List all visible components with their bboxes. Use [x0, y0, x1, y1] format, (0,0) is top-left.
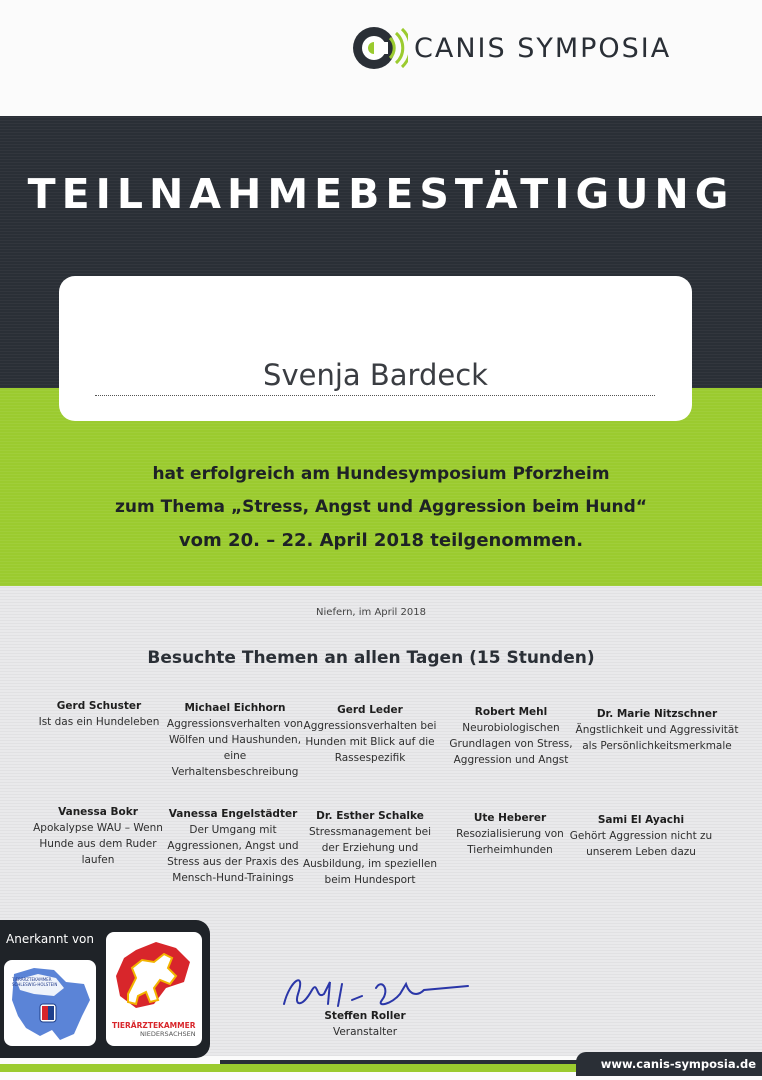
certificate-title: TEILNAHMEBESTÄTIGUNG — [27, 170, 735, 218]
speaker-name: Gerd Schuster — [56, 700, 142, 712]
speaker-name: Ute Heberer — [473, 812, 547, 824]
participation-statement — [0, 458, 762, 557]
speaker-topic: Aggressionsverhalten bei Hunden mit Blick auf die Rassespezifik — [303, 720, 437, 764]
speaker-item — [440, 810, 580, 858]
topics-heading: Besuchte Themen an allen Tagen (15 Stunden) — [147, 648, 595, 668]
tieraerztekammer-sh-seal — [4, 960, 96, 1046]
horse-emblem-icon — [106, 932, 202, 1022]
speaker-item — [300, 702, 440, 766]
speaker-item — [440, 704, 582, 768]
speaker-item — [574, 706, 740, 754]
speaker-name: Dr. Marie Nitzschner — [596, 708, 718, 720]
organizer-role: Veranstalter — [332, 1026, 398, 1038]
statement-line-2: zum Thema „Stress, Angst und Aggression beim Hund“ — [114, 497, 648, 517]
schleswig-holstein-map-icon — [4, 960, 96, 1046]
statement-line-3: vom 20. – 22. April 2018 teilgenommen. — [178, 530, 584, 551]
speaker-name: Vanessa Engelstädter — [168, 808, 298, 820]
name-dotted-line — [95, 395, 655, 396]
speaker-item — [24, 698, 174, 730]
statement-line-1: hat erfolgreich am Hundesymposium Pforzheim — [152, 464, 610, 484]
speaker-topic: Stressmanagement bei der Erziehung und Ausbildung, im speziellen beim Hundesport — [302, 826, 438, 886]
website-link[interactable]: www.canis-symposia.de — [600, 1057, 756, 1071]
participant-name: Svenja Bardeck — [263, 358, 488, 392]
brand-name: CANIS SYMPOSIA — [414, 32, 672, 64]
speaker-name: Michael Eichhorn — [184, 702, 286, 714]
speaker-name: Robert Mehl — [474, 706, 548, 718]
organizer-name: Steffen Roller — [324, 1010, 406, 1022]
tieraerztekammer-ns-seal — [106, 932, 202, 1046]
speaker-name: Vanessa Bokr — [58, 806, 138, 818]
seal2-title: TIERÄRZTEKAMMER — [112, 1021, 196, 1030]
canis-symposia-logo — [350, 22, 671, 74]
seal2-subtitle: NIEDERSACHSEN — [140, 1030, 196, 1038]
logo-icon — [350, 22, 408, 74]
seal1-text: TIERÄRZTEKAMMER SCHLESWIG-HOLSTEIN — [12, 977, 58, 987]
speaker-item — [28, 804, 168, 868]
speaker-item — [300, 808, 440, 888]
speaker-name: Dr. Esther Schalke — [316, 810, 424, 822]
speaker-topic: Ängstlichkeit und Aggressivität als Persönlichkeitsmerkmale — [575, 724, 739, 752]
speaker-topic: Aggressionsverhalten von Wölfen und Haushunden, eine Verhaltensbeschreibung — [166, 718, 304, 778]
speaker-name: Gerd Leder — [337, 704, 403, 716]
speaker-topic: Resozialisierung von Tierheimhunden — [456, 828, 564, 856]
speaker-topic: Apokalypse WAU – Wenn Hunde aus dem Ruder laufen — [33, 822, 163, 866]
speaker-topic: Neurobiologischen Grundlagen von Stress, Aggression und Angst — [449, 722, 573, 766]
recognition-block — [0, 920, 210, 1058]
speaker-item — [160, 700, 310, 780]
place-date: Niefern, im April 2018 — [316, 607, 426, 618]
recognition-label: Anerkannt von — [6, 932, 95, 946]
speaker-topic: Der Umgang mit Aggressionen, Angst und Stress aus der Praxis des Mensch-Hund-Trainings — [167, 824, 299, 884]
participant-card — [59, 276, 692, 421]
speaker-item — [566, 812, 716, 860]
speaker-item — [158, 806, 308, 886]
speaker-topic: Ist das ein Hundeleben — [38, 716, 160, 728]
speaker-topic: Gehört Aggression nicht zu unserem Leben dazu — [569, 830, 713, 858]
speaker-name: Sami El Ayachi — [597, 814, 685, 826]
